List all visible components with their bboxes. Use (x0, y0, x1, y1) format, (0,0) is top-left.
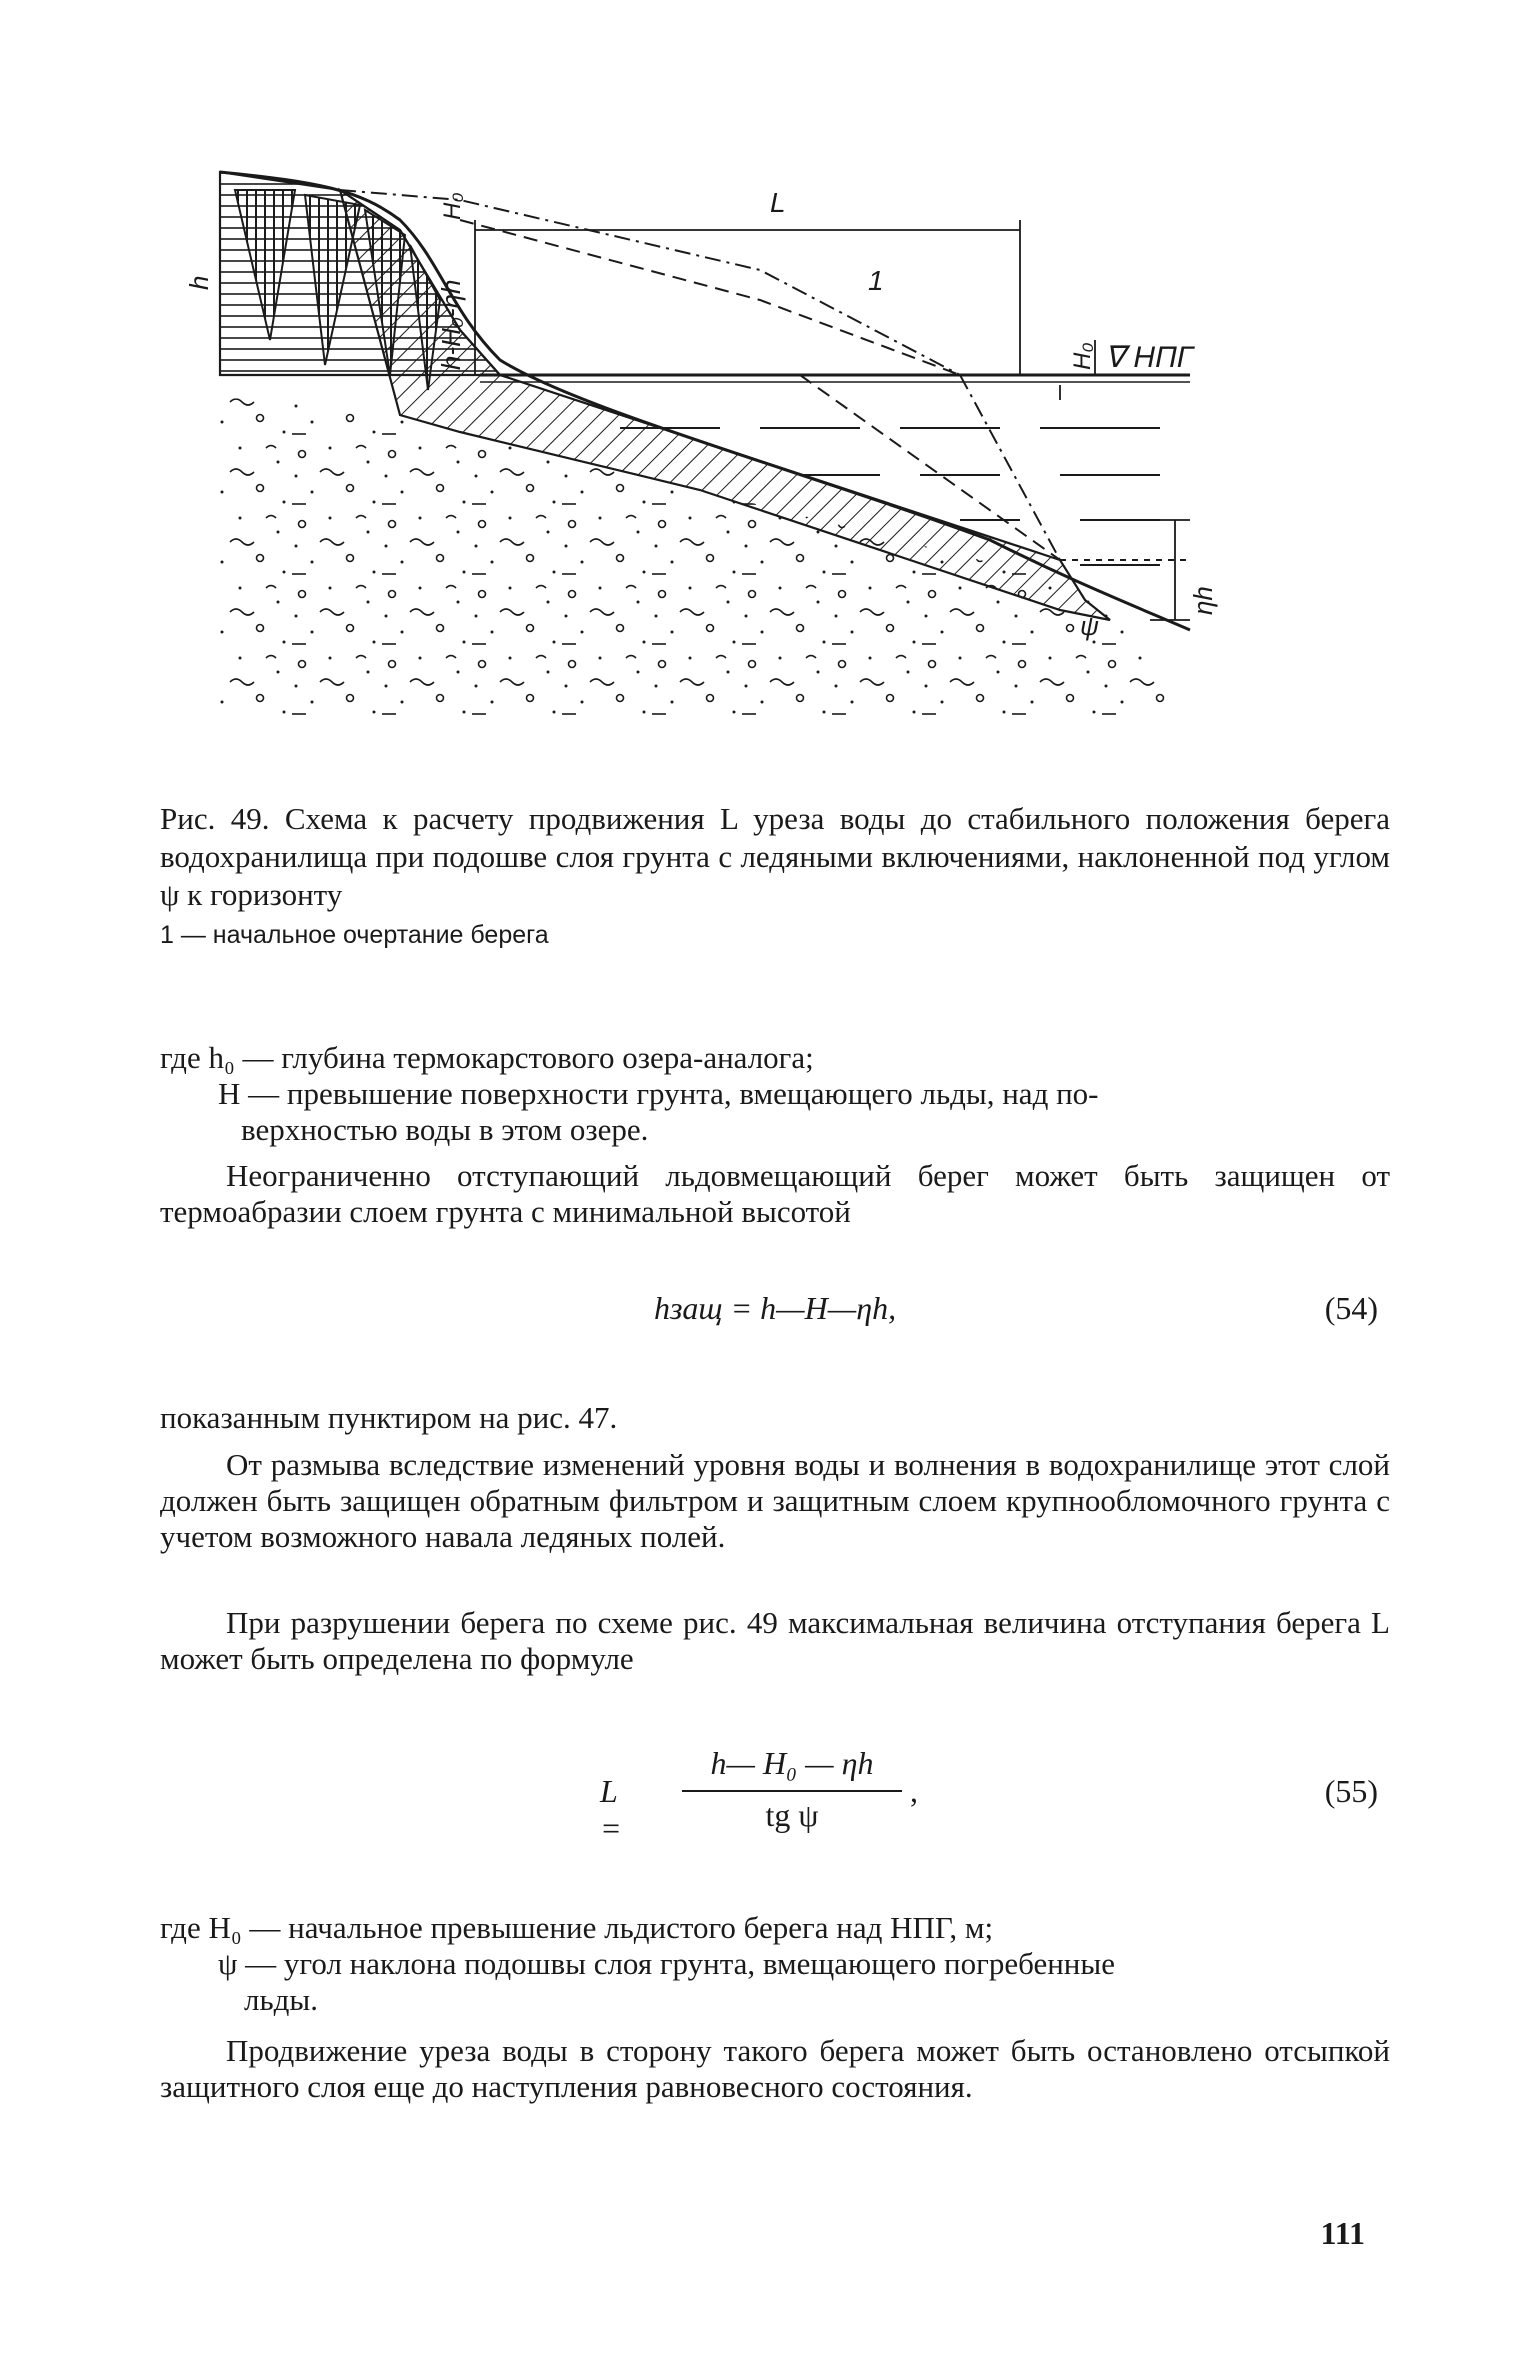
label-H0-top: H₀ (439, 192, 466, 220)
page-number: 111 (1320, 2215, 1365, 2251)
where-line: льды. (244, 1982, 318, 2017)
paragraph-erosion: От размыва вследствие изменений уровня воды и волнения в водохранилище этот слой должен быть защищен обратным фильтром и защитным слоем крупнообломочного грунта с учетом возможного навала ледяных полей. (160, 1447, 1390, 1554)
where-line: H — превышение поверхности грунта, вмещающего льды, над по- (218, 1076, 1099, 1111)
figure-49 (184, 160, 1360, 760)
equation-54 (160, 1290, 1390, 1350)
paragraph-formula-intro: При разрушении берега по схеме рис. 49 максимальная величина отступания берега L может быть определена по формуле (160, 1605, 1390, 1676)
shore-scheme-diagram (184, 160, 1360, 760)
label-h: h (184, 275, 214, 290)
equation-comma: , (910, 1773, 918, 1809)
figure-caption (160, 800, 1390, 952)
equation-55-number-row (160, 1773, 1390, 1833)
caption-note: 1 — начальное очертание берега (160, 921, 549, 949)
where-block-2 (160, 1910, 1390, 2018)
label-h-minus-H0-eta-h: h-H₀-ηh (436, 279, 466, 370)
label-L: L (770, 187, 786, 218)
paragraph-protection: Неограниченно отступающий льдовмещающий берег может быть защищен от термоабразии слоем грунта с минимальной высотой (160, 1158, 1390, 1229)
equation-body: hзащ = h—H—ηh, (653, 1290, 897, 1326)
where-line: где h₀ — глубина термокарстового озера-аналога; (160, 1040, 814, 1075)
where-line: верхностью воды в этом озере. (241, 1112, 649, 1147)
where-line: ψ — угол наклона подошвы слоя грунта, вмещающего погребенные (218, 1946, 1115, 1981)
label-H0-right: H₀ (1069, 342, 1096, 370)
label-npg: ∇ НПГ (1105, 341, 1194, 374)
paragraph-reference: показанным пунктиром на рис. 47. (160, 1400, 618, 1435)
label-eta-h: ηh (1188, 586, 1218, 615)
label-psi: ψ (1080, 611, 1099, 641)
equation-number: (54) (1324, 1290, 1378, 1326)
fraction-denominator: tg ψ (765, 1797, 819, 1833)
paragraph-conclusion: Продвижение уреза воды в сторону такого берега может быть остановлено отсыпкой защитного слоя еще до наступления равновесного состояния. (160, 2033, 1390, 2104)
caption-main-text: Рис. 49. Схема к расчету продвижения L уреза воды до стабильного положения берега водохранилища при подошве слоя грунта с ледяными включениями, наклоненной под углом ψ к горизонту (160, 801, 1390, 912)
where-line: где H₀ — начальное превышение льдистого берега над НПГ, м; (160, 1910, 994, 1945)
fraction-numerator: h— H₀ — ηh (710, 1745, 874, 1781)
label-1: 1 (868, 265, 884, 296)
equation-number: (55) (1324, 1773, 1378, 1809)
equation-lhs: L = (600, 1773, 622, 1846)
where-block-1 (160, 1040, 1390, 1148)
